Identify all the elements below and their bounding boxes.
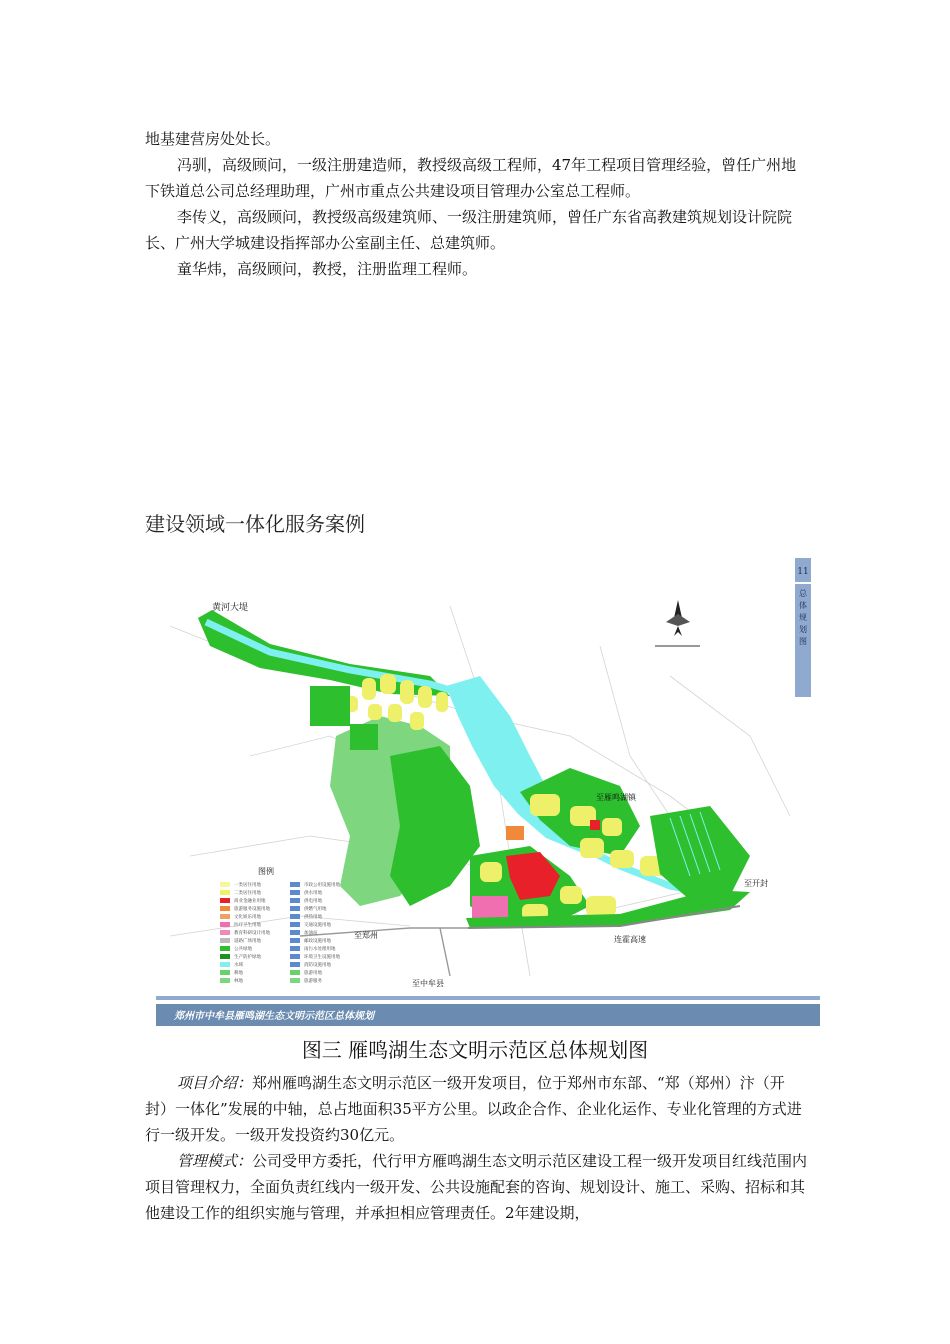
- management-mode-paragraph: [145, 1148, 810, 1226]
- svg-text:加油站: 加油站: [304, 931, 318, 936]
- project-intro-paragraph: [145, 1070, 810, 1148]
- master-plan-map: [150, 556, 822, 1028]
- label-yanming-town: 至雁鸣湖镇: [596, 793, 636, 802]
- label-zhongmou: 至中牟县: [412, 979, 444, 988]
- side-tab-title: 总体规划图: [799, 589, 807, 646]
- label-kaifeng: 至开封: [744, 879, 768, 888]
- svg-text:林地: 林地: [234, 979, 243, 984]
- svg-text:供热用地: 供热用地: [304, 915, 322, 920]
- east-red-block: [590, 820, 600, 830]
- management-mode-label: 管理模式：: [177, 1152, 253, 1170]
- section-heading: 建设领域一体化服务案例: [145, 512, 365, 536]
- svg-text:水域: 水域: [234, 963, 243, 968]
- svg-text:二类居住用地: 二类居住用地: [234, 891, 261, 896]
- svg-text:旅游服务: 旅游服务: [304, 979, 322, 984]
- svg-text:供电用地: 供电用地: [304, 899, 322, 904]
- paragraph-3: 李传义，高级顾问，教授级高级建筑师、一级注册建筑师，曾任广东省高教建筑规划设计院院长、广州大学城建设指挥部办公室副主任、总建筑师。: [145, 208, 793, 252]
- svg-text:供水用地: 供水用地: [304, 891, 322, 896]
- svg-text:公共绿地: 公共绿地: [234, 947, 252, 952]
- paragraph-2: 冯驯，高级顾问，一级注册建造师，教授级高级工程师，47年工程项目管理经验，曾任广州地下铁道总公司总经理助理，广州市重点公共建设项目管理办公室总工程师。: [145, 156, 797, 200]
- project-intro-label: 项目介绍：: [177, 1074, 253, 1092]
- svg-text:旅游服务设施用地: 旅游服务设施用地: [234, 907, 270, 912]
- paragraph-4: 童华炜，高级顾问，教授，注册监理工程师。: [177, 260, 478, 278]
- svg-text:旅游用地: 旅游用地: [304, 971, 322, 976]
- svg-text:文化娱乐用地: 文化娱乐用地: [234, 915, 261, 920]
- svg-text:雨污水处理用地: 雨污水处理用地: [304, 947, 336, 952]
- figure-caption: 图三 雁鸣湖生态文明示范区总体规划图: [301, 1038, 649, 1062]
- svg-text:环境卫生设施用地: 环境卫生设施用地: [304, 955, 340, 960]
- north-green-block-2: [350, 724, 378, 750]
- label-yellow-river: 黄河大堤: [212, 603, 249, 613]
- east-commercial-block: [506, 826, 524, 840]
- label-zhengzhou: 至郑州: [354, 931, 378, 940]
- svg-text:交通设施用地: 交通设施用地: [304, 923, 331, 928]
- svg-text:商业金融业用地: 商业金融业用地: [234, 899, 266, 904]
- master-plan-figure: [150, 556, 822, 1028]
- project-intro-text: 郑州雁鸣湖生态文明示范区一级开发项目，位于郑州市东部、“郑（郑州）汴（开 封）一体化”发展的中轴，总占地面积35平方公里。以政企合作、企业化运作、专业化管理的方式进行一级开发。一级开发投资约30亿元。: [145, 1074, 802, 1144]
- label-expressway: 连霍高速: [614, 935, 646, 944]
- north-green-block: [310, 686, 350, 726]
- svg-text:消防设施用地: 消防设施用地: [304, 963, 331, 968]
- management-mode-text: 公司受甲方委托，代行甲方雁鸣湖生态文明示范区建设工程一级开发项目红线范围内项目管理权力，全面负责红线内一级开发、公共设施配套的咨询、规划设计、施工、采购、招标和其他建设工作的组织实施与管理，并承担相应管理责任。2年建设期，: [145, 1152, 808, 1222]
- svg-text:一类居住用地: 一类居住用地: [234, 883, 261, 888]
- svg-text:供燃气用地: 供燃气用地: [304, 907, 327, 912]
- side-tab-number: 11: [797, 567, 809, 577]
- svg-text:生产防护绿地: 生产防护绿地: [234, 955, 261, 960]
- banner-top-stripe: [156, 996, 820, 1000]
- paragraph-1: 地基建营房处处长。: [145, 130, 281, 148]
- svg-text:医疗卫生用地: 医疗卫生用地: [234, 923, 261, 928]
- svg-text:市政公用设施用地: 市政公用设施用地: [304, 883, 340, 888]
- legend-title: 图例: [258, 867, 274, 876]
- svg-text:耕地: 耕地: [234, 971, 243, 976]
- svg-text:教育科研设计用地: 教育科研设计用地: [234, 931, 270, 936]
- svg-text:邮政设施用地: 邮政设施用地: [304, 939, 331, 944]
- svg-text:道路广场用地: 道路广场用地: [234, 939, 261, 944]
- plan-banner-text: 郑州市中牟县雁鸣湖生态文明示范区总体规划: [174, 1011, 374, 1022]
